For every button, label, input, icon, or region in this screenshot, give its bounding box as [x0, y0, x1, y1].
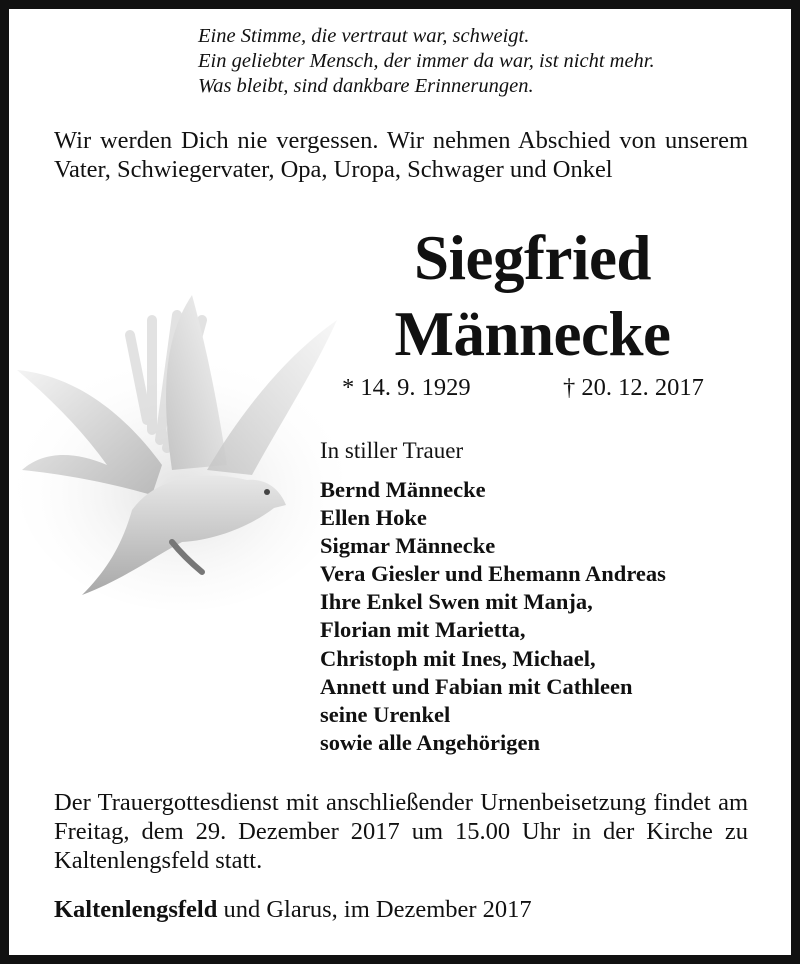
mourner-name: Vera Giesler und Ehemann Andreas	[320, 561, 666, 587]
life-dates	[342, 374, 732, 406]
poem	[198, 24, 788, 99]
closing-rest: und Glarus, im Dezember 2017	[217, 896, 532, 923]
mourner-name: Ihre Enkel Swen mit Manja,	[320, 589, 593, 615]
birth-date: * 14. 9. 1929	[342, 374, 471, 401]
deceased-first-name: Siegfried	[414, 223, 651, 293]
mourner-name: Sigmar Männecke	[320, 533, 496, 559]
mourner-name: seine Urenkel	[320, 701, 451, 727]
dove-icon	[12, 280, 342, 610]
mourner-name: Annett und Fabian mit Cathleen	[320, 673, 633, 699]
poem-line: Ein geliebter Mensch, der immer da war, ist nicht mehr.	[198, 50, 655, 72]
mourner-name: Christoph mit Ines, Michael,	[320, 645, 596, 671]
poem-line: Was bleibt, sind dankbare Erinnerungen.	[198, 75, 534, 97]
mourner-name: Bernd Männecke	[320, 477, 486, 502]
deceased-last-name: Männecke	[394, 299, 671, 369]
poem-line: Eine Stimme, die vertraut war, schweigt.	[198, 25, 530, 47]
mourner-name: sowie alle Angehörigen	[320, 729, 540, 755]
mourner-name: Florian mit Marietta,	[320, 617, 526, 643]
closing-line	[54, 896, 532, 924]
mourning-label: In stiller Trauer	[320, 438, 464, 463]
deceased-name	[310, 220, 755, 372]
mourner-list	[320, 476, 760, 757]
closing-place: Kaltenlengsfeld	[54, 896, 218, 923]
death-date: † 20. 12. 2017	[563, 374, 704, 401]
mourner-name: Ellen Hoke	[320, 505, 427, 531]
service-text: Der Trauergottesdienst mit anschließender Urnenbeisetzung findet am Freitag, dem 29. Dezember 2017 um 15.00 Uhr in der Kirche zu Kaltenlengsfeld statt.	[54, 789, 748, 874]
intro-text: Wir werden Dich nie vergessen. Wir nehmen Abschied von unserem Vater, Schwiegervater, Opa, Uropa, Schwager und Onkel	[54, 127, 748, 183]
